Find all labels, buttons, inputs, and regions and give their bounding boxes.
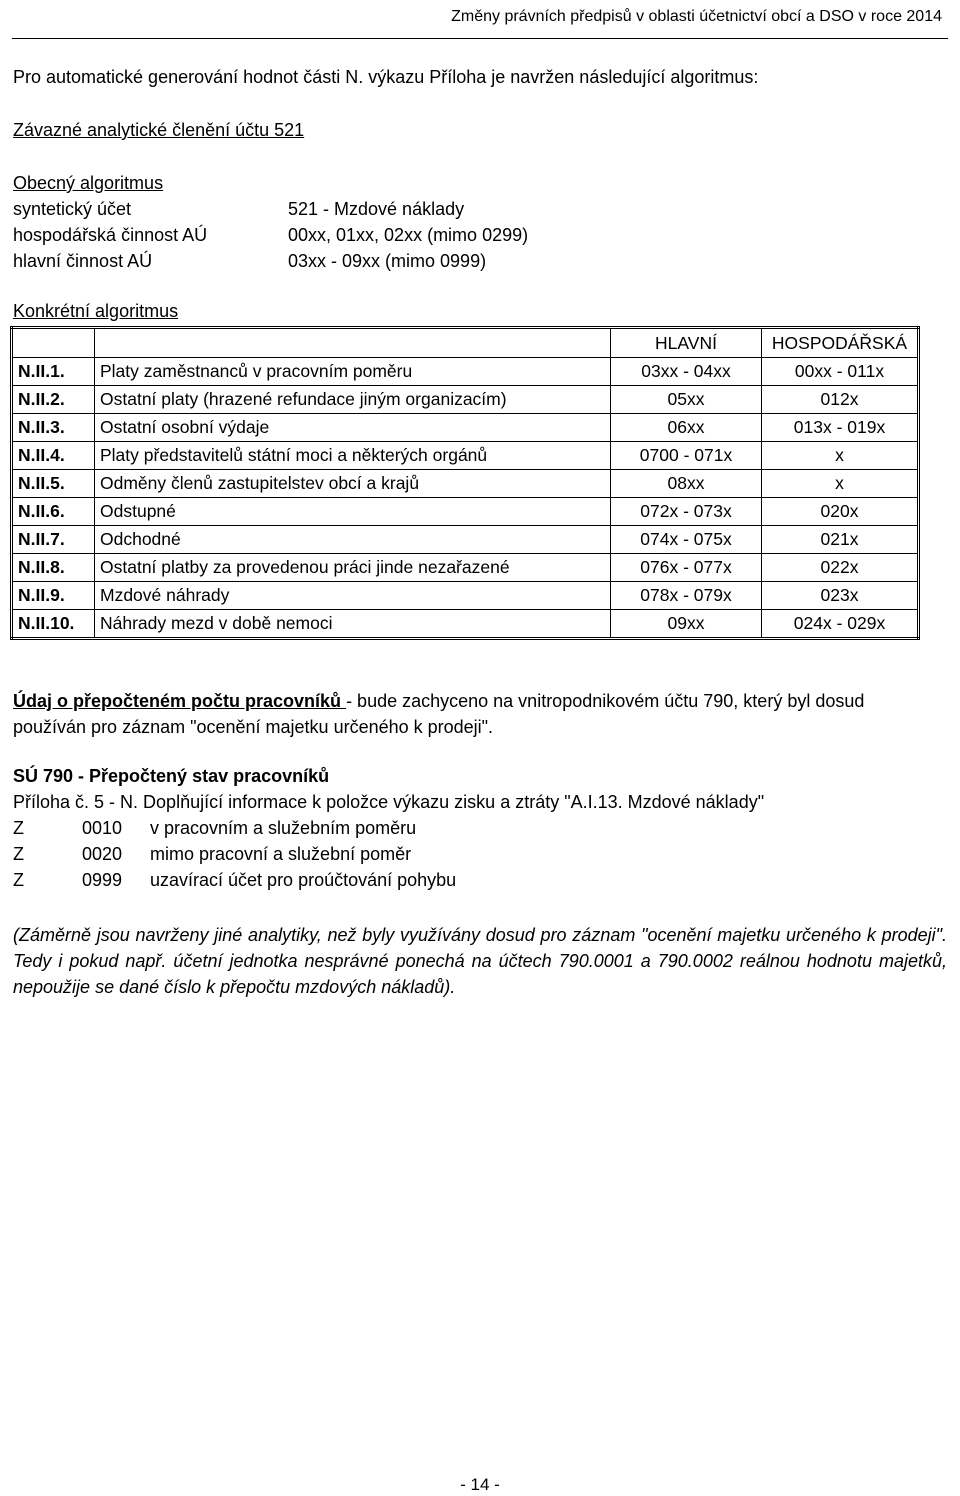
header-cell bbox=[95, 328, 611, 358]
row-description: Odměny členů zastupitelstev obcí a krajů bbox=[95, 470, 611, 498]
row-main: 0700 - 071x bbox=[611, 442, 762, 470]
algorithm-label: hospodářská činnost AÚ bbox=[13, 225, 208, 245]
table-row bbox=[12, 470, 919, 498]
row-description: Ostatní platby za provedenou práci jinde nezařazené bbox=[95, 554, 611, 582]
row-description: Náhrady mezd v době nemoci bbox=[95, 610, 611, 639]
row-code: N.II.6. bbox=[12, 498, 95, 526]
row-economic: 024x - 029x bbox=[762, 610, 919, 639]
row-economic: x bbox=[762, 442, 919, 470]
intro-text: Pro automatické generování hodnot části N. výkazu Příloha je navržen následující algoritmus: bbox=[13, 67, 759, 87]
row-main: 076x - 077x bbox=[611, 554, 762, 582]
general-algorithm-title: Obecný algoritmus bbox=[13, 173, 164, 193]
row-economic: 022x bbox=[762, 554, 919, 582]
row-main: 06xx bbox=[611, 414, 762, 442]
row-code: N.II.10. bbox=[12, 610, 95, 639]
row-economic: 021x bbox=[762, 526, 919, 554]
row-main: 03xx - 04xx bbox=[611, 358, 762, 386]
row-description: Platy představitelů státní moci a některých orgánů bbox=[95, 442, 611, 470]
table-row bbox=[12, 610, 919, 639]
su-row-text: v pracovním a služebním poměru bbox=[150, 818, 417, 838]
row-code: N.II.1. bbox=[12, 358, 95, 386]
row-code: N.II.2. bbox=[12, 386, 95, 414]
workers-title: Údaj o přepočteném počtu pracovníků bbox=[13, 691, 347, 711]
header-cell bbox=[12, 328, 95, 358]
table-row bbox=[12, 554, 919, 582]
section-title: Závazné analytické členění účtu 521 bbox=[13, 120, 305, 140]
row-main: 074x - 075x bbox=[611, 526, 762, 554]
row-economic: 00xx - 011x bbox=[762, 358, 919, 386]
header-hlavni: HLAVNÍ bbox=[611, 328, 762, 358]
row-description: Mzdové náhrady bbox=[95, 582, 611, 610]
row-code: N.II.3. bbox=[12, 414, 95, 442]
algorithm-value: 00xx, 01xx, 02xx (mimo 0299) bbox=[288, 225, 529, 245]
algorithm-label: hlavní činnost AÚ bbox=[13, 251, 153, 271]
su-row-z: Z bbox=[13, 844, 24, 864]
table-row bbox=[12, 526, 919, 554]
table-row bbox=[12, 498, 919, 526]
su-row-code: 0020 bbox=[82, 844, 123, 864]
algorithm-value: 521 - Mzdové náklady bbox=[288, 199, 465, 219]
algorithm-row bbox=[13, 196, 528, 222]
row-main: 09xx bbox=[611, 610, 762, 639]
row-economic: 020x bbox=[762, 498, 919, 526]
row-economic: 013x - 019x bbox=[762, 414, 919, 442]
row-description: Odstupné bbox=[95, 498, 611, 526]
row-code: N.II.5. bbox=[12, 470, 95, 498]
general-algorithm bbox=[13, 170, 528, 274]
table-row bbox=[12, 386, 919, 414]
algorithm-row bbox=[13, 248, 528, 274]
su-row-z: Z bbox=[13, 818, 24, 838]
su-row bbox=[13, 844, 411, 865]
row-economic: 012x bbox=[762, 386, 919, 414]
algorithm-row bbox=[13, 222, 528, 248]
italic-note: (Záměrně jsou navrženy jiné analytiky, než byly využívány dosud pro záznam "ocenění majetku určeného k prodeji". Tedy i pokud např. účetní jednotka nesprávné ponechá na účtech 790.0001 a 790.0002 reálnou hodnotu majetků, nepoužije se dané číslo k přepočtu mzdových nákladů). bbox=[13, 925, 947, 997]
su-row-z: Z bbox=[13, 870, 24, 890]
su-row-text: mimo pracovní a služební poměr bbox=[150, 844, 412, 864]
algorithm-label: syntetický účet bbox=[13, 199, 132, 219]
su-row-code: 0999 bbox=[82, 870, 123, 890]
su-row-code: 0010 bbox=[82, 818, 123, 838]
account-table bbox=[10, 326, 920, 640]
running-header: Změny právních předpisů v oblasti účetnictví obcí a DSO v roce 2014 bbox=[451, 8, 942, 25]
workers-text-1: - bude zachyceno na vnitropodnikovém účtu 790, který byl dosud bbox=[346, 691, 865, 711]
row-main: 08xx bbox=[611, 470, 762, 498]
table-header-row bbox=[12, 328, 919, 358]
page-number: - 14 - bbox=[460, 1475, 500, 1494]
row-code: N.II.8. bbox=[12, 554, 95, 582]
row-economic: 023x bbox=[762, 582, 919, 610]
row-main: 078x - 079x bbox=[611, 582, 762, 610]
su-subtitle: Příloha č. 5 - N. Doplňující informace k položce výkazu zisku a ztráty "A.I.13. Mzdové náklady" bbox=[13, 792, 765, 812]
row-economic: x bbox=[762, 470, 919, 498]
table-row bbox=[12, 582, 919, 610]
row-code: N.II.9. bbox=[12, 582, 95, 610]
su-row bbox=[13, 870, 456, 891]
workers-paragraph bbox=[13, 688, 943, 740]
su-title: SÚ 790 - Přepočtený stav pracovníků bbox=[13, 766, 330, 786]
row-description: Ostatní platy (hrazené refundace jiným organizacím) bbox=[95, 386, 611, 414]
row-description: Platy zaměstnanců v pracovním poměru bbox=[95, 358, 611, 386]
row-description: Odchodné bbox=[95, 526, 611, 554]
row-main: 05xx bbox=[611, 386, 762, 414]
header-hospodarska: HOSPODÁŘSKÁ bbox=[762, 328, 919, 358]
row-code: N.II.7. bbox=[12, 526, 95, 554]
header-rule bbox=[12, 38, 948, 39]
table-row bbox=[12, 358, 919, 386]
su-row-text: uzavírací účet pro proúčtování pohybu bbox=[150, 870, 457, 890]
row-description: Ostatní osobní výdaje bbox=[95, 414, 611, 442]
row-main: 072x - 073x bbox=[611, 498, 762, 526]
workers-text-2: používán pro záznam "ocenění majetku určeného k prodeji". bbox=[13, 717, 494, 737]
row-code: N.II.4. bbox=[12, 442, 95, 470]
concrete-algorithm-title: Konkrétní algoritmus bbox=[13, 301, 179, 321]
table-row bbox=[12, 442, 919, 470]
table-row bbox=[12, 414, 919, 442]
su-row bbox=[13, 818, 416, 839]
algorithm-value: 03xx - 09xx (mimo 0999) bbox=[288, 251, 487, 271]
